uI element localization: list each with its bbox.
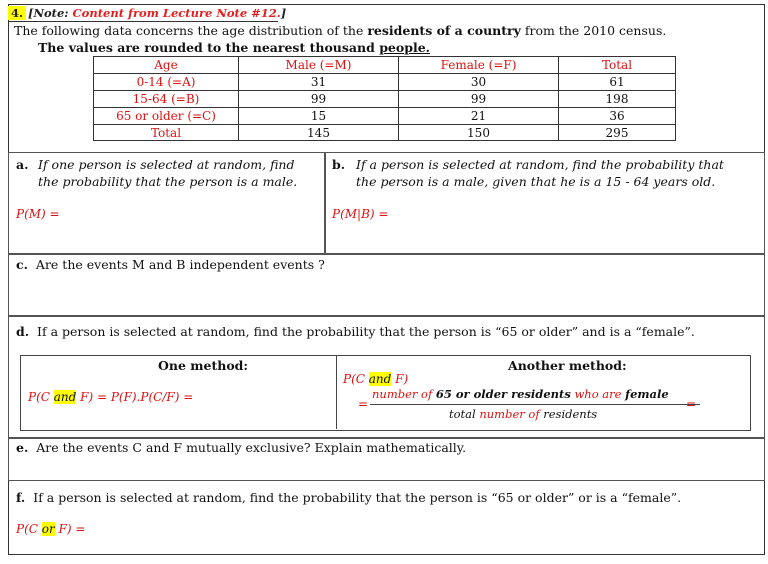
d-alt-text: P(C — [343, 372, 369, 386]
numerator-text-mid: who are — [570, 387, 626, 401]
answer-a[interactable]: P(M) = — [16, 207, 60, 221]
question-f-text: If a person is selected at random, find the probability that the person is “65 or older” or is a “female”. — [33, 490, 682, 505]
table-total-row — [94, 125, 676, 141]
fraction-bar — [370, 404, 700, 405]
table-cell: 198 — [559, 91, 676, 108]
question-header — [8, 6, 286, 20]
d-formula-text-end: F) = P(F).P(C/F) = — [76, 390, 194, 404]
denominator-residents: residents — [539, 407, 598, 421]
question-b-text-1: If a person is selected at random, find the probability that — [356, 157, 724, 172]
question-a — [16, 156, 316, 189]
numerator-text: number of — [372, 387, 436, 401]
table-header: Total — [559, 57, 676, 74]
d-formula-text: P(C — [28, 390, 54, 404]
table-cell: 145 — [239, 125, 399, 141]
table-cell: 31 — [239, 74, 399, 91]
table-cell: 99 — [399, 91, 559, 108]
denominator-number-of: number of — [479, 407, 540, 421]
table-cell: Total — [94, 125, 239, 141]
question-number: 4. — [8, 6, 26, 20]
note-text: Content from Lecture Note #12. — [72, 6, 281, 20]
table-header: Age — [94, 57, 239, 74]
intro-text: The following data concerns the age distribution of the — [14, 23, 368, 38]
table-header: Male (=M) — [239, 57, 399, 74]
methods-divider — [336, 355, 337, 429]
one-method-label: One method: — [158, 358, 249, 373]
d-formula-and: and — [53, 390, 77, 404]
d-alt-and: and — [368, 372, 392, 386]
question-b-label: b. — [332, 157, 346, 172]
table-cell: 36 — [559, 108, 676, 125]
table-row — [94, 91, 676, 108]
question-e — [16, 439, 466, 456]
table-header: Female (=F) — [399, 57, 559, 74]
table-row — [94, 108, 676, 125]
table-cell: 21 — [399, 108, 559, 125]
question-d — [16, 323, 695, 340]
f-answer-text-end: F) = — [54, 522, 86, 536]
question-a-label: a. — [16, 157, 29, 172]
d-alt-text-end: F) — [391, 372, 409, 386]
another-method-label: Another method: — [508, 358, 627, 373]
table-cell: 0-14 (=A) — [94, 74, 239, 91]
d-formula-one[interactable] — [28, 390, 193, 404]
table-cell: 65 or older (=C) — [94, 108, 239, 125]
fraction-numerator — [372, 387, 669, 401]
f-answer-or: or — [41, 522, 55, 536]
d-alt-equals-end[interactable]: = — [686, 397, 697, 411]
intro-line2-underlined: people. — [379, 40, 431, 55]
question-c — [16, 256, 325, 273]
intro-line-2 — [38, 40, 430, 55]
question-a-text-2: the probability that the person is a male. — [38, 174, 298, 189]
question-d-label: d. — [16, 324, 30, 339]
d-alt-left — [343, 372, 408, 386]
question-f-label: f. — [16, 490, 26, 505]
table-cell: 99 — [239, 91, 399, 108]
table-cell: 15-64 (=B) — [94, 91, 239, 108]
table-cell: 150 — [399, 125, 559, 141]
table-cell: 30 — [399, 74, 559, 91]
question-f — [16, 489, 681, 506]
census-table — [93, 56, 676, 141]
intro-text-end: from the 2010 census. — [520, 23, 667, 38]
note-prefix: [Note: — [28, 6, 73, 20]
question-c-label: c. — [16, 257, 28, 272]
table-row — [94, 74, 676, 91]
answer-f[interactable] — [16, 522, 85, 536]
table-cell: 61 — [559, 74, 676, 91]
table-cell: 15 — [239, 108, 399, 125]
question-a-text-1: If one person is selected at random, find — [38, 157, 295, 172]
numerator-female: female — [625, 387, 669, 401]
d-alt-equals: = — [358, 397, 369, 411]
header-underline — [8, 21, 278, 22]
table-header-row — [94, 57, 676, 74]
note-suffix: ] — [280, 6, 287, 20]
fraction-denominator — [449, 407, 597, 421]
question-d-text: If a person is selected at random, find the probability that the person is “65 or older” and is a “female”. — [37, 324, 695, 339]
answer-b[interactable]: P(M|B) = — [332, 207, 389, 221]
question-e-text: Are the events C and F mutually exclusive? Explain mathematically. — [36, 440, 467, 455]
intro-line-1 — [14, 23, 666, 38]
intro-bold-text: residents of a country — [367, 23, 521, 38]
question-e-label: e. — [16, 440, 29, 455]
denominator-total: total — [449, 407, 480, 421]
question-c-text: Are the events M and B independent events ? — [35, 257, 325, 272]
numerator-bold: 65 or older residents — [435, 387, 571, 401]
question-b — [332, 156, 752, 189]
intro-line2-text: The values are rounded to the nearest thousand — [38, 40, 380, 55]
question-b-text-2: the person is a male, given that he is a 15 - 64 years old. — [356, 174, 716, 189]
grand-total-cell: 295 — [559, 125, 676, 141]
f-answer-text: P(C — [16, 522, 42, 536]
